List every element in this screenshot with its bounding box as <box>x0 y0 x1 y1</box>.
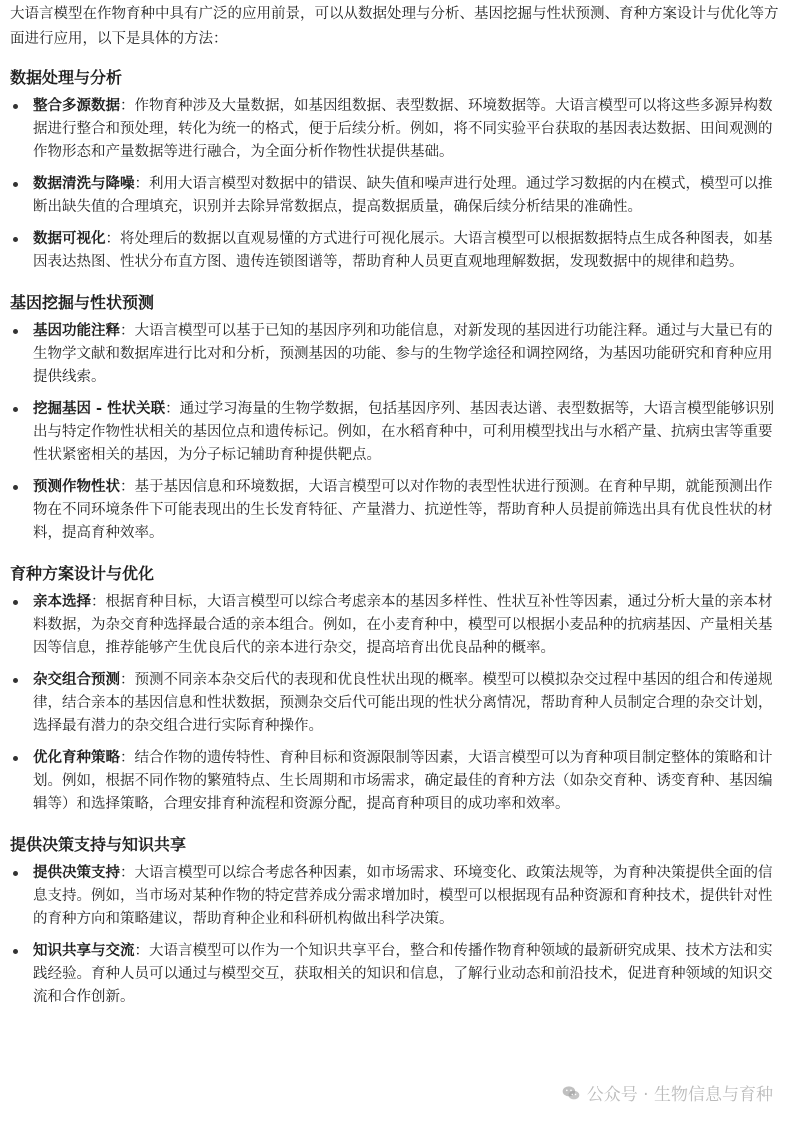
list-item <box>10 747 783 816</box>
list-item <box>10 940 783 1009</box>
item-term: 基因功能注释 <box>33 323 120 339</box>
item-term: 亲本选择 <box>33 594 91 610</box>
bullet-icon <box>13 756 18 761</box>
section <box>10 833 783 1009</box>
bullet-icon <box>13 237 18 242</box>
item-term: 知识共享与交流 <box>33 943 135 959</box>
bullet-icon <box>13 104 18 109</box>
list-item <box>10 173 783 219</box>
item-description: ：作物育种涉及大量数据，如基因组数据、表型数据、环境数据等。大语言模型可以将这些多源异构数据进行整合和预处理，转化为统一的格式，便于后续分析。例如，将不同实验平台获取的基因表达数据、田间观测的作物形态和产量数据等进行融合，为全面分析作物性状提供基础。 <box>33 98 773 160</box>
list-item <box>10 862 783 931</box>
item-description: ：利用大语言模型对数据中的错误、缺失值和噪声进行处理。通过学习数据的内在模式，模型可以推断出缺失值的合理填充，识别并去除异常数据点，提高数据质量，确保后续分析结果的准确性。 <box>33 176 773 215</box>
list-item <box>10 320 783 389</box>
item-term: 提供决策支持 <box>33 865 120 881</box>
sections-container <box>10 66 783 1009</box>
item-description: ：大语言模型可以综合考虑各种因素，如市场需求、环境变化、政策法规等，为育种决策提供全面的信息支持。例如，当市场对某种作物的特定营养成分需求增加时，模型可以根据现有品种资源和育种技术，提供针对性的育种方向和策略建议，帮助育种企业和科研机构做出科学决策。 <box>33 865 773 927</box>
bullet-icon <box>13 871 18 876</box>
item-description: ：基于基因信息和环境数据，大语言模型可以对作物的表型性状进行预测。在育种早期，就能预测出作物在不同环境条件下可能表现出的生长发育特征、产量潜力、抗逆性等，帮助育种人员提前筛选出具有优良性状的材料，提高育种效率。 <box>33 479 773 541</box>
item-description: ：将处理后的数据以直观易懂的方式进行可视化展示。大语言模型可以根据数据特点生成各种图表，如基因表达热图、性状分布直方图、遗传连锁图谱等，帮助育种人员更直观地理解数据，发现数据中的规律和趋势。 <box>33 231 773 270</box>
wechat-icon <box>561 1083 581 1103</box>
list-item <box>10 476 783 545</box>
bullet-icon <box>13 600 18 605</box>
item-term: 整合多源数据 <box>33 98 120 114</box>
section-heading: 提供决策支持与知识共享 <box>10 835 187 854</box>
list-item <box>10 398 783 467</box>
item-description: ：根据育种目标，大语言模型可以综合考虑亲本的基因多样性、性状互补性等因素，通过分析大量的亲本材料数据，为杂交育种选择最合适的亲本组合。例如，在小麦育种中，模型可以根据小麦品种的抗病基因、产量相关基因等信息，推荐能够产生优良后代的亲本进行杂交，提高培育出优良品种的概率。 <box>33 594 773 656</box>
bullet-icon <box>13 407 18 412</box>
item-description: ：结合作物的遗传特性、育种目标和资源限制等因素，大语言模型可以为育种项目制定整体的策略和计划。例如，根据不同作物的繁殖特点、生长周期和市场需求，确定最佳的育种方法（如杂交育种、诱变育种、基因编辑等）和选择策略，合理安排育种流程和资源分配，提高育种项目的成功率和效率。 <box>33 750 773 812</box>
item-term: 数据清洗与降噪 <box>33 176 135 192</box>
bullet-list <box>10 862 783 1009</box>
bullet-icon <box>13 329 18 334</box>
section-heading: 育种方案设计与优化 <box>10 564 155 583</box>
item-term: 挖掘基因 - 性状关联 <box>33 401 166 417</box>
item-description: ：预测不同亲本杂交后代的表现和优良性状出现的概率。模型可以模拟杂交过程中基因的组合和传递规律，结合亲本的基因信息和性状数据，预测杂交后代可能出现的性状分离情况，帮助育种人员制定合理的杂交计划，选择最有潜力的杂交组合进行实际育种操作。 <box>33 672 773 734</box>
bullet-icon <box>13 485 18 490</box>
item-term: 优化育种策略 <box>33 750 120 766</box>
bullet-list <box>10 320 783 545</box>
list-item <box>10 669 783 738</box>
bullet-icon <box>13 678 18 683</box>
list-item <box>10 591 783 660</box>
item-term: 数据可视化 <box>33 231 106 247</box>
item-description: ：通过学习海量的生物学数据，包括基因序列、基因表达谱、表型数据等，大语言模型能够识别出与特定作物性状相关的基因位点和遗传标记。例如，在水稻育种中，可利用模型找出与水稻产量、抗病虫害等重要性状紧密相关的基因，为分子标记辅助育种提供靶点。 <box>33 401 775 463</box>
section <box>10 562 783 816</box>
list-item <box>10 95 783 164</box>
watermark-text: 公众号 · 生物信息与育种 <box>586 1085 773 1105</box>
list-item <box>10 228 783 274</box>
bullet-list <box>10 591 783 816</box>
section-heading: 数据处理与分析 <box>10 68 123 87</box>
item-term: 杂交组合预测 <box>33 672 120 688</box>
bullet-icon <box>13 182 18 187</box>
watermark <box>561 1080 773 1105</box>
section-heading: 基因挖掘与性状预测 <box>10 293 155 312</box>
bullet-icon <box>13 949 18 954</box>
section <box>10 66 783 274</box>
section <box>10 291 783 545</box>
item-description: ：大语言模型可以基于已知的基因序列和功能信息，对新发现的基因进行功能注释。通过与大量已有的生物学文献和数据库进行比对和分析，预测基因的功能、参与的生物学途径和调控网络，为基因功能研究和育种应用提供线索。 <box>33 323 773 385</box>
item-description: ：大语言模型可以作为一个知识共享平台，整合和传播作物育种领域的最新研究成果、技术方法和实践经验。育种人员可以通过与模型交互，获取相关的知识和信息，了解行业动态和前沿技术，促进育种领域的知识交流和合作创新。 <box>33 943 773 1005</box>
bullet-list <box>10 95 783 274</box>
item-term: 预测作物性状 <box>33 479 120 495</box>
intro-paragraph: 大语言模型在作物育种中具有广泛的应用前景，可以从数据处理与分析、基因挖掘与性状预测、育种方案设计与优化等方面进行应用，以下是具体的方法： <box>10 6 779 47</box>
